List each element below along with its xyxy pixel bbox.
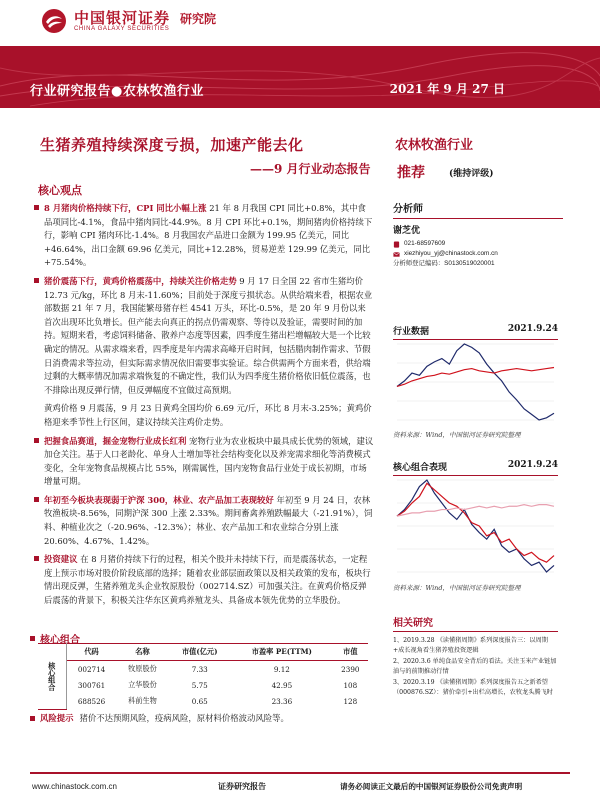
core-pool-table — [38, 643, 368, 710]
paragraph-text: 年初至 9 月 24 日，农林牧渔板块-8.56%，同期沪深 300 上涨 2.33%。期间畜禽养殖跌幅最大（-21.91%），饲料、种植业次之（-20.96%、-12.3%）；林业、农产品加工和农业综合分别上涨 20.60%、4.67%、1.42%。 — [44, 494, 373, 546]
table-header-row — [38, 644, 368, 661]
related-item[interactable]: 3、2020.3.19 《读懂猪周期》系列深度报告五之新希望（000876.SZ）：猪价牵引+出栏高增长，农牧龙头腾飞时 — [393, 679, 553, 696]
paragraph-text: 21 年 8 月我国 CPI 同比+0.8%，其中食品项同比-4.1%，食品中猪肉同比-44.9%。8 月 CPI 环比+0.1%，期间猪肉价格持续下行，影响 CPI 猪肉环比-1.4%。8 月我国农产品进口金额为 199.95 亿美元，同比+46.64%，出口金额 69.96 亿美元，同比+12.28%，贸易逆差 129.99 亿美元，同比+75.54%。 — [44, 203, 373, 268]
paragraph-text: 黄鸡价格 9 月震荡，9 月 23 日黄鸡全国均价 6.69 元/斤，环比 8 月末-3.25%；黄鸡价格迎来季节性上行区间，建议持续关注鸡价走势。 — [44, 403, 372, 427]
analyst-phone-row — [393, 239, 563, 249]
column-header: 市值 — [333, 644, 368, 661]
portfolio-chart — [393, 476, 558, 576]
bullet-icon — [34, 278, 39, 283]
cell: 7.33 — [191, 664, 208, 674]
pool-side-label: 核心组合 — [38, 644, 66, 710]
core-view-body — [44, 202, 374, 613]
bullet-icon — [30, 636, 35, 641]
portfolio-line-chart — [393, 476, 558, 576]
industry-chart — [393, 340, 558, 424]
paragraph-cpi — [44, 202, 374, 270]
column-header: 代码 — [66, 644, 117, 661]
industry-data-title: 行业数据 — [393, 327, 430, 337]
email-icon — [393, 251, 400, 258]
rating-note: (维持评级) — [449, 169, 494, 179]
cell: 002714 — [77, 664, 106, 674]
report-title: 生猪养殖持续深度亏损，加速产能去化 — [40, 136, 304, 154]
bullet-icon — [34, 556, 39, 561]
brand-name-cn: 中国银河证券 — [74, 9, 171, 27]
analyst-name: 谢芝优 — [393, 226, 421, 236]
table-row — [38, 677, 368, 693]
analyst-email[interactable]: xiezhiyou_yj@chinastock.com.cn — [404, 250, 498, 257]
report-subtitle: ——9 月行业动态报告 — [250, 162, 371, 176]
section-core-heading: 核心观点 — [38, 184, 82, 197]
cell: 牧原股份 — [128, 664, 157, 673]
cell: 128 — [343, 696, 358, 706]
galaxy-logo-icon — [40, 7, 68, 35]
series-line-2 — [397, 505, 554, 517]
footer-label: 证券研究报告 — [218, 781, 266, 791]
related-item[interactable]: 2、2020.3.6 单纯食品安全背后的看法。关注玉米产业链加油与的前期推动行情 — [393, 658, 557, 675]
pool-title: 核心组合 — [40, 635, 80, 646]
institute-label: 研究院 — [180, 11, 217, 26]
footer-url[interactable]: www.chinastock.com.cn — [32, 782, 117, 791]
industry-chart-source: 资料来源：Wind，中国银河证券研究院整理 — [393, 431, 521, 439]
paragraph-text: 宠物行业为农业板块中最具成长优势的领域，建议加仓关注。基于人口老龄化、单身人士增加等社会结构变化以及养宠需求细化等消费模式变化，全年宠物食品规模占比 55%，刚需属性，国内宠物食品行业处于成长初期，市场增量可期。 — [44, 435, 374, 487]
cell: 9.12 — [273, 664, 290, 674]
page-footer — [0, 770, 600, 800]
paragraph-pet — [44, 435, 374, 489]
risk-lead: 风险提示 — [40, 713, 74, 723]
table-row — [38, 661, 368, 678]
cell: 5.75 — [191, 680, 208, 690]
report-type-label: 行业研究报告●农林牧渔行业 — [30, 84, 204, 99]
cell: 立华股份 — [128, 680, 157, 689]
industry-line-chart — [393, 340, 558, 424]
analyst-reg-row — [393, 259, 563, 269]
industry-data-heading — [393, 324, 558, 340]
paragraph-chicken — [44, 402, 374, 429]
cell: 108 — [343, 680, 358, 690]
analyst-label: 分析师 — [393, 204, 423, 215]
bullet-icon — [34, 497, 39, 502]
column-header: 市值(亿元) — [168, 644, 231, 661]
cell: 科前生物 — [128, 696, 157, 705]
analyst-info — [393, 200, 563, 269]
paragraph-pig-price — [44, 275, 374, 397]
bullet-icon — [30, 716, 35, 721]
paragraph-text: 在 8 月猪价持续下行的过程，相关个股并未持续下行，而是震荡状态，一定程度上预示市场对股价阶段底部的选择；随着农业部层面政策以及相关政策的发布，板块行情出现反弹，生猪养殖龙头企业牧原股份（002714.SZ）可加强关注。在黄鸡价格反弹后震荡的背景下，积极关注华东区黄鸡养殖龙头、具备成本领先优势的立华股份。 — [44, 554, 371, 606]
paragraph-text: 9 月 17 日全国 22 省市生猪均价 12.73 元/kg，环比 8 月末-11.60%；目前处于深度亏损状态。从供给端来看，根据农业部数据 21 年 7 月，我国能繁母猪存栏 4541 万头，环比-0.5%，是 20 年 9 月份以来首次出现环比负增长。但产能去向真正的拐点仍需观察、等待以及验证，需要时间的加持。短期来看，考虑饲料储备、散养户态度等因素，四季度生猪出栏增幅较大是一个比较确定的情况。从需求端来看，四季度是年内需求高峰开启时间，包括腊肉制作需求、节假日消费需求等拉动，但实际需求情况依旧需要事实验证。综合供需两个方面来看，供给端过剩的大概率情况加需求端恢复的不确定性，我们认为四季度生猪价格依旧低位震荡，也不排除出现反弹行情，但反弹幅度不宜做过高预期。 — [44, 275, 373, 395]
series-line-1 — [397, 367, 554, 386]
risk-note — [30, 712, 289, 724]
paragraph-lead: 投资建议 — [44, 554, 78, 565]
divider — [30, 772, 570, 774]
related-item[interactable]: 1、2019.3.28 《读懂猪周期》系列深度报告三：以周期+成长视角看生猪养殖投资逻辑 — [393, 637, 548, 654]
paragraph-lead: 8 月猪肉价格持续下行，CPI 同比小幅上涨 — [44, 203, 207, 213]
analyst-phone: 021-68597609 — [404, 240, 446, 247]
industry-data-date: 2021.9.24 — [507, 324, 558, 334]
cell: 42.95 — [271, 680, 293, 690]
risk-text: 猪价不达预期风险，疫病风险，原材料价格波动风险等。 — [79, 713, 289, 723]
paragraph-market — [44, 494, 374, 548]
related-title: 相关研究 — [393, 614, 558, 632]
rating-badge: 推荐 — [397, 165, 425, 181]
series-line-1 — [397, 483, 554, 562]
industry-name: 农林牧渔行业 — [395, 138, 474, 153]
bullet-icon — [34, 205, 39, 210]
report-banner — [0, 46, 600, 108]
portfolio-title: 核心组合表现 — [393, 463, 448, 473]
divider — [393, 218, 563, 219]
table-row — [38, 693, 368, 709]
cell: 2390 — [341, 664, 360, 674]
analyst-email-row — [393, 249, 563, 259]
column-header: 市盈率 PE(TTM) — [231, 644, 333, 661]
cell: 0.65 — [191, 696, 208, 706]
column-header: 名称 — [117, 644, 169, 661]
paragraph-lead: 把握食品赛道，掘金宠物行业成长红利 — [44, 435, 187, 446]
phone-icon — [393, 241, 400, 248]
portfolio-date: 2021.9.24 — [507, 460, 558, 470]
related-research — [393, 614, 558, 700]
brand-name-en: CHINA GALAXY SECURITIES — [74, 26, 170, 32]
portfolio-heading — [393, 460, 558, 476]
cell: 23.36 — [271, 696, 293, 706]
analyst-reg-code: 分析师登记编码：S0130519020001 — [393, 260, 495, 267]
footer-disclaimer: 请务必阅读正文最后的中国银河证券股份公司免责声明 — [340, 782, 523, 791]
portfolio-chart-source: 资料来源：Wind，中国银河证券研究院整理 — [393, 584, 521, 592]
cell: 300761 — [77, 680, 106, 690]
paragraph-lead: 年初至今板块表现弱于沪深 300，林业、农产品加工表现较好 — [44, 494, 274, 505]
cell: 688526 — [77, 696, 106, 706]
brand-logo — [40, 6, 216, 36]
paragraph-lead: 猪价震荡下行，黄鸡价格震荡中，持续关注价格走势 — [44, 275, 237, 286]
bullet-icon — [34, 438, 39, 443]
report-date: 2021 年 9 月 27 日 — [389, 82, 505, 96]
paragraph-advice — [44, 553, 374, 607]
